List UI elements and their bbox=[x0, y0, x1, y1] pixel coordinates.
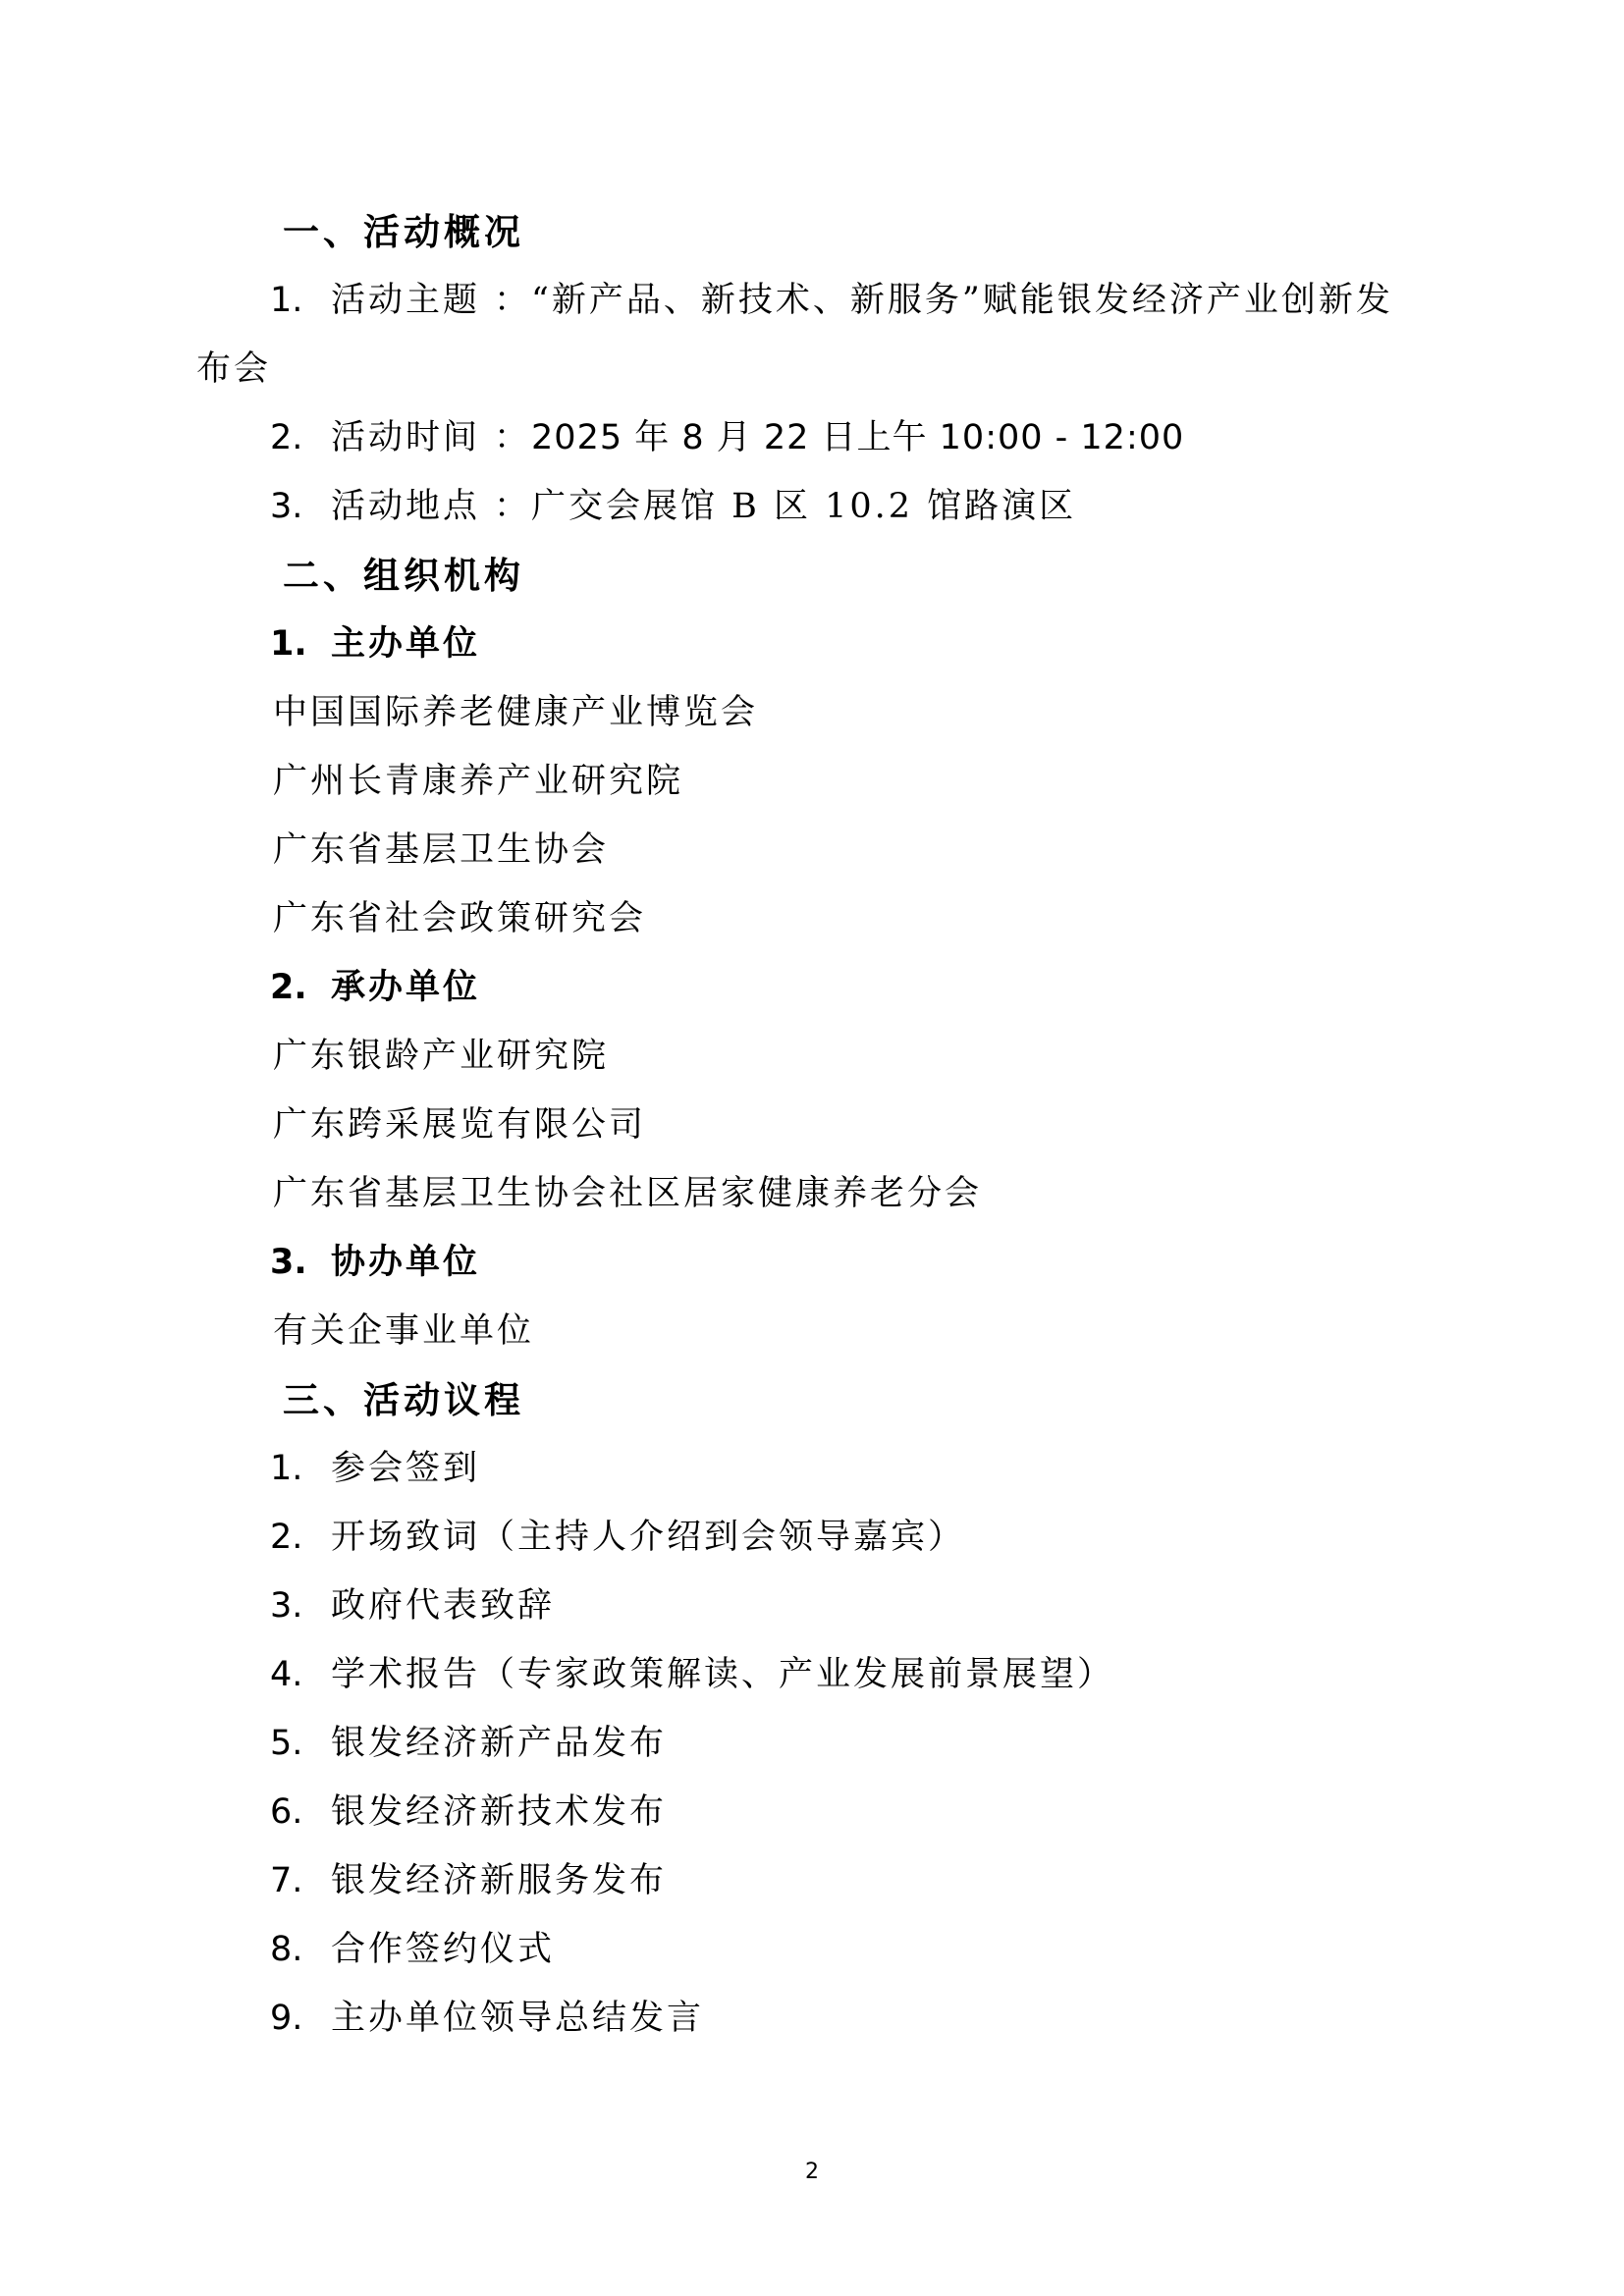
agenda-text: 主办单位领导总结发言 bbox=[331, 1999, 705, 2038]
item-separator: ： bbox=[494, 281, 532, 320]
agenda-item bbox=[270, 1859, 667, 1902]
item-value: “新产品、新技术、新服务”赋能银发经济产业创新发 bbox=[531, 281, 1393, 320]
item-number: 1. bbox=[270, 281, 303, 320]
agenda-text: 参会签到 bbox=[331, 1449, 481, 1488]
org-entry: 有关企事业单位 bbox=[273, 1311, 535, 1351]
group-title: 承办单位 bbox=[331, 967, 481, 1007]
section-heading-agenda: 三、活动议程 bbox=[283, 1378, 524, 1421]
agenda-item bbox=[270, 1516, 965, 1559]
agenda-text: 学术报告（专家政策解读、产业发展前景展望） bbox=[331, 1655, 1115, 1694]
org-group-title-organizer bbox=[270, 966, 480, 1009]
org-group-title-coorganizer bbox=[270, 1241, 480, 1284]
org-entry: 广东省基层卫生协会社区居家健康养老分会 bbox=[273, 1174, 983, 1213]
overview-item-venue bbox=[270, 485, 1076, 528]
org-entry: 广州长青康养产业研究院 bbox=[273, 762, 684, 801]
section-heading-organization: 二、组织机构 bbox=[283, 554, 524, 597]
item-number: 8. bbox=[270, 1930, 303, 1969]
item-number: 7. bbox=[270, 1861, 303, 1900]
item-number: 2. bbox=[270, 418, 303, 457]
org-entry: 广东跨采展览有限公司 bbox=[273, 1105, 647, 1145]
item-number: 3. bbox=[270, 1586, 303, 1626]
group-title: 主办单位 bbox=[331, 623, 481, 664]
item-value: 广交会展馆 B 区 10.2 馆路演区 bbox=[531, 487, 1077, 526]
item-number: 3. bbox=[270, 487, 303, 526]
overview-item-time bbox=[270, 416, 1184, 459]
agenda-text: 银发经济新产品发布 bbox=[331, 1724, 668, 1763]
org-entry: 广东省社会政策研究会 bbox=[273, 899, 647, 938]
agenda-text: 政府代表致辞 bbox=[331, 1586, 556, 1626]
item-label: 活动时间 bbox=[331, 418, 481, 457]
item-separator: ： bbox=[494, 418, 532, 457]
item-label: 活动地点 bbox=[331, 487, 481, 526]
overview-item-theme bbox=[270, 279, 1393, 322]
agenda-text: 银发经济新服务发布 bbox=[331, 1861, 668, 1900]
agenda-text: 银发经济新技术发布 bbox=[331, 1792, 668, 1832]
page-number: 2 bbox=[805, 2160, 819, 2184]
agenda-item bbox=[270, 1722, 667, 1765]
agenda-item bbox=[270, 1653, 1114, 1696]
agenda-item bbox=[270, 1997, 704, 2040]
agenda-item bbox=[270, 1447, 480, 1490]
agenda-item bbox=[270, 1928, 555, 1971]
item-number: 5. bbox=[270, 1724, 303, 1763]
item-number: 3. bbox=[270, 1243, 307, 1282]
agenda-item bbox=[270, 1790, 667, 1834]
item-value: 2025 年 8 月 22 日上午 10:00 - 12:00 bbox=[531, 418, 1185, 457]
item-number: 4. bbox=[270, 1655, 303, 1694]
overview-item-theme-continued: 布会 bbox=[196, 349, 272, 389]
org-group-title-host bbox=[270, 622, 480, 666]
item-number: 6. bbox=[270, 1792, 303, 1832]
item-number: 1. bbox=[270, 624, 307, 664]
item-label: 活动主题 bbox=[331, 281, 481, 320]
item-number: 1. bbox=[270, 1449, 303, 1488]
item-number: 2. bbox=[270, 1518, 303, 1557]
org-entry: 广东银龄产业研究院 bbox=[273, 1037, 610, 1076]
item-number: 2. bbox=[270, 968, 307, 1007]
section-heading-overview: 一、活动概况 bbox=[283, 210, 524, 253]
agenda-item bbox=[270, 1584, 555, 1628]
agenda-text: 合作签约仪式 bbox=[331, 1930, 556, 1969]
group-title: 协办单位 bbox=[331, 1242, 481, 1282]
item-separator: ： bbox=[494, 487, 532, 526]
agenda-text: 开场致词（主持人介绍到会领导嘉宾） bbox=[331, 1518, 966, 1557]
item-number: 9. bbox=[270, 1999, 303, 2038]
org-entry: 中国国际养老健康产业博览会 bbox=[273, 693, 759, 732]
org-entry: 广东省基层卫生协会 bbox=[273, 830, 610, 870]
